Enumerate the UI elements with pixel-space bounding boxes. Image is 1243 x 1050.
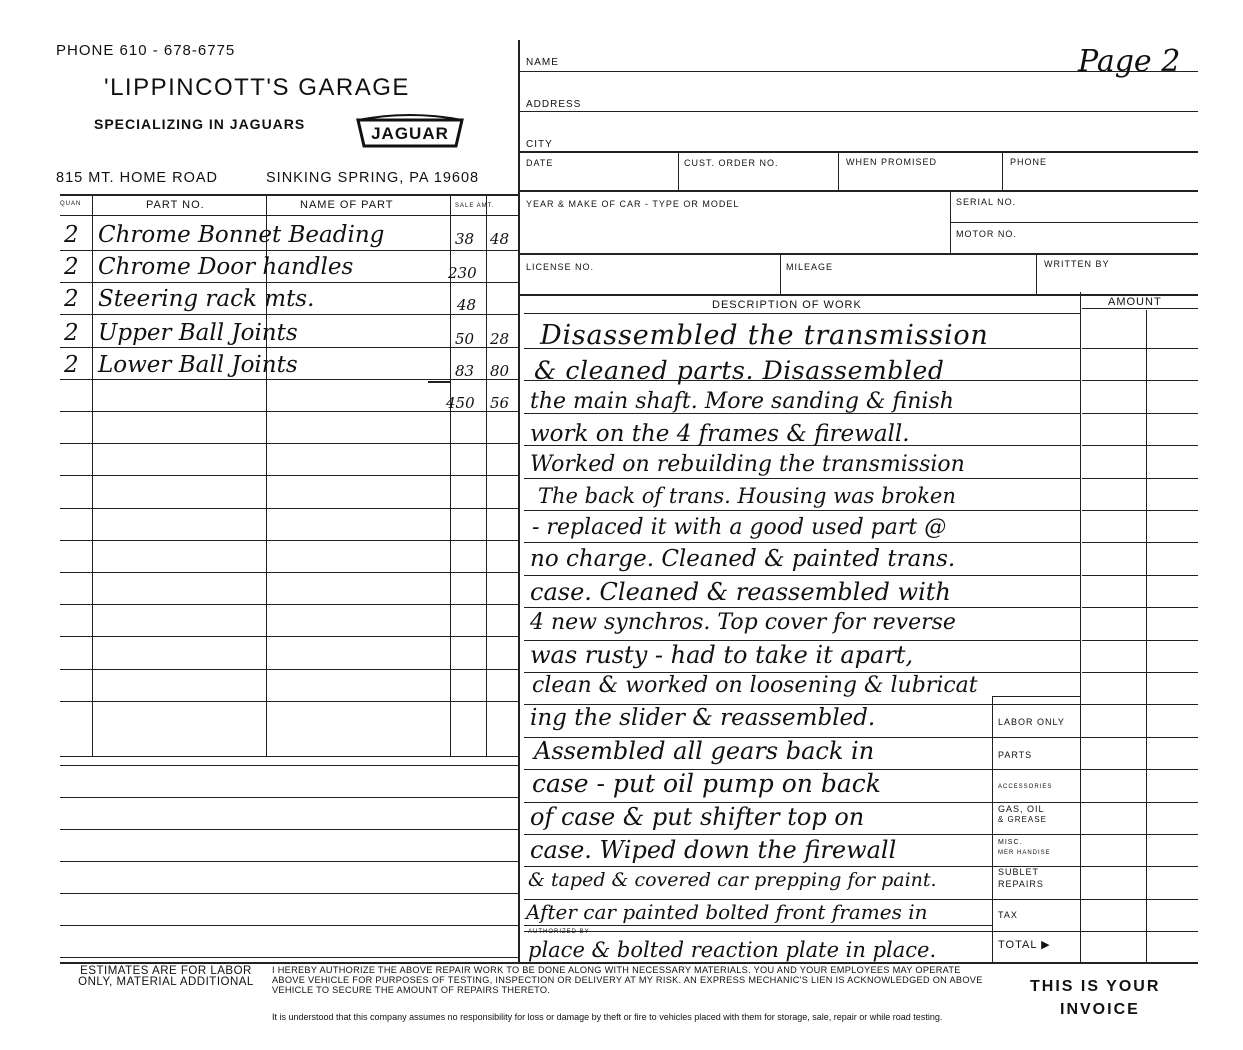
work-rule [524,510,1080,511]
invoice-line-1: THIS IS YOUR [1030,978,1161,995]
repairs-label: REPAIRS [998,879,1044,889]
mileage-label: MILEAGE [786,262,834,272]
part-qty: 2 [64,320,79,346]
parts-label: PARTS [998,750,1033,760]
part-qty: 2 [64,352,79,378]
part-dollars: 48 [457,296,477,314]
amount-rule [992,899,1198,900]
when-promised-label: WHEN PROMISED [846,157,938,167]
parts-col-divider-4 [486,194,487,756]
work-line: Disassembled the transmission [540,320,989,351]
authorized-line [524,925,992,926]
work-line: - replaced it with a good used part @ [532,515,947,540]
shop-specializing: SPECIALIZING IN JAGUARS [94,116,306,132]
work-line: case. Wiped down the firewall [530,836,897,864]
parts-total-dollars: 450 [446,394,475,412]
shop-city: SINKING SPRING, PA 19608 [266,170,480,186]
work-rule [524,931,992,932]
parts-row-line [60,925,518,926]
serial-label: SERIAL NO. [956,197,1017,207]
year-make-label: YEAR & MAKE OF CAR - TYPE OR MODEL [526,199,740,209]
parts-row-line [60,756,518,757]
amount-rule [1082,445,1198,446]
totals-divider [992,696,993,962]
serial-line [950,222,1198,223]
parts-row-line [60,797,518,798]
amount-rule [1082,348,1198,349]
parts-total-cents: 56 [490,394,510,412]
footer-top-rule [60,962,992,964]
labor-only-label: LABOR ONLY [998,717,1065,727]
jaguar-logo-text: JAGUAR [371,124,449,143]
city-line [520,151,1198,153]
jaguar-logo [356,112,464,150]
part-qty: 2 [64,286,79,312]
work-line: work on the 4 frames & firewall. [530,421,910,447]
parts-row-line [60,957,518,958]
license-row-line [520,294,1198,296]
gas-oil-label: GAS, OIL [998,804,1045,814]
amount-divider [1080,292,1081,962]
name-label: NAME [526,57,559,68]
motor-label: MOTOR NO. [956,229,1017,239]
part-dollars: 230 [448,264,477,282]
work-line: After car painted bolted front frames in [526,900,928,924]
cust-order-label: CUST. ORDER NO. [684,158,779,168]
amount-rule [1082,607,1198,608]
shop-name: 'LIPPINCOTT'S GARAGE [104,74,410,101]
authorized-by-label: AUTHORIZED BY [528,929,590,935]
amount-rule [1082,380,1198,381]
main-divider [518,40,520,964]
shop-phone: PHONE 610 - 678-6775 [56,42,236,59]
name-of-part-header: NAME OF PART [300,199,394,211]
totals-top-line [992,696,1080,697]
work-rule [524,542,1080,543]
work-line: no charge. Cleaned & painted trans. [530,546,956,572]
amount-header: AMOUNT [1108,296,1162,308]
part-qty: 2 [64,254,79,280]
work-line: ing the slider & reassembled. [530,705,876,731]
amount-rule [1082,575,1198,576]
part-dollars: 83 [455,362,475,380]
part-desc: Chrome Bonnet Beading [98,222,385,248]
page-note: Page 2 [1078,44,1181,79]
amount-rule [992,834,1198,835]
part-cents: 28 [490,330,510,348]
amount-rule [992,931,1198,932]
part-dollars: 38 [455,230,475,248]
license-label: LICENSE NO. [526,262,595,272]
part-dollars: 50 [455,330,475,348]
amount-rule [992,737,1198,738]
accessories-label: ACCESSORIES [998,784,1053,790]
amount-rule [992,769,1198,770]
part-desc: Upper Ball Joints [98,320,298,346]
tax-label: TAX [998,910,1018,920]
work-line: case. Cleaned & reassembled with [530,578,951,606]
description-header: DESCRIPTION OF WORK [712,299,862,311]
mileage-divider [1036,254,1037,294]
amount-rule [992,802,1198,803]
part-no-header: PART NO. [146,199,205,211]
part-desc: Lower Ball Joints [98,352,298,378]
work-line: the main shaft. More sanding & finish [530,389,954,414]
total-label: TOTAL ▶ [998,939,1051,951]
license-divider [780,254,781,294]
work-rule [524,575,1080,576]
date-row-line [520,190,1198,192]
date-divider [678,152,679,190]
date-label: DATE [526,158,554,168]
work-rule [524,478,1080,479]
amount-rule [1082,413,1198,414]
amount-rule [1082,510,1198,511]
car-row-line [520,253,1198,255]
part-desc: Steering rack mts. [98,286,315,312]
amount-header-line [1082,308,1198,309]
shop-address: 815 MT. HOME ROAD [56,170,219,186]
authorization-text: I HEREBY AUTHORIZE THE ABOVE REPAIR WORK TO BE DONE ALONG WITH NECESSARY MATERIALS. YOU AND YOUR EMPLOYEES MAY OPERATE ABOVE VEHICLE FOR PURPOSES OF TESTING, INSPECTION OR DELIVERY AT MY RISK. AN EXPRESS MECHANIC'S LIEN IS ACKNOWLEDGED ON ABOVE VEHICLE TO SECURE THE AMOUNT OF REPAIRS THERETO. [272,965,983,995]
city-label: CITY [526,139,553,150]
work-line: & cleaned parts. Disassembled [534,356,945,385]
work-rule [524,607,1080,608]
part-cents: 48 [490,230,510,248]
estimates-note: ESTIMATES ARE FOR LABOR ONLY, MATERIAL ADDITIONAL [78,965,254,988]
sale-amt-header: SALE AMT. [455,203,495,209]
amount-rule [1082,672,1198,673]
work-line: Assembled all gears back in [534,737,875,765]
totals-bottom-line [992,962,1198,964]
work-line: was rusty - had to take it apart, [530,641,914,669]
amount-rule [1082,478,1198,479]
promised-divider [1002,152,1003,190]
order-divider [838,152,839,190]
parts-row-line [60,829,518,830]
amount-rule [992,704,1198,705]
work-line: case - put oil pump on back [532,769,881,798]
parts-col-divider-1 [92,194,93,756]
address-line [520,111,1198,112]
part-cents: 80 [490,362,510,380]
cents-divider [1146,310,1147,962]
address-label: ADDRESS [526,99,582,110]
amount-rule [1082,640,1198,641]
work-line: of case & put shifter top on [530,803,865,831]
description-header-line [524,313,1080,314]
invoice-line-2: INVOICE [1060,1001,1140,1018]
misc-label: MISC. [998,839,1023,846]
grease-label: & GREASE [998,815,1047,824]
merchandise-label: MER HANDISE [998,850,1051,856]
amount-rule [1082,542,1198,543]
sublet-label: SUBLET [998,867,1040,877]
work-line: clean & worked on loosening & lubricat [532,673,978,698]
work-line: The back of trans. Housing was broken [538,484,956,508]
work-line: Worked on rebuilding the transmission [530,452,965,477]
written-by-label: WRITTEN BY [1044,259,1110,269]
parts-row-line [60,893,518,894]
liability-text: It is understood that this company assumes no responsibility for loss or damage by theft or fire to vehicles placed with them for storage, sale, repair or while road testing. [272,1012,943,1022]
total-underline [428,381,450,383]
phone-label: PHONE [1010,157,1048,167]
parts-row-line [60,765,518,766]
work-rule [524,866,992,867]
work-rule [524,834,992,835]
work-line: 4 new synchros. Top cover for reverse [530,610,956,635]
work-last-line: place & bolted reaction plate in place. [528,938,937,962]
work-line: & taped & covered car prepping for paint. [528,869,937,891]
part-desc: Chrome Door handles [98,254,354,280]
part-qty: 2 [64,222,79,248]
parts-row-line [60,861,518,862]
quan-header: QUAN [60,201,82,207]
